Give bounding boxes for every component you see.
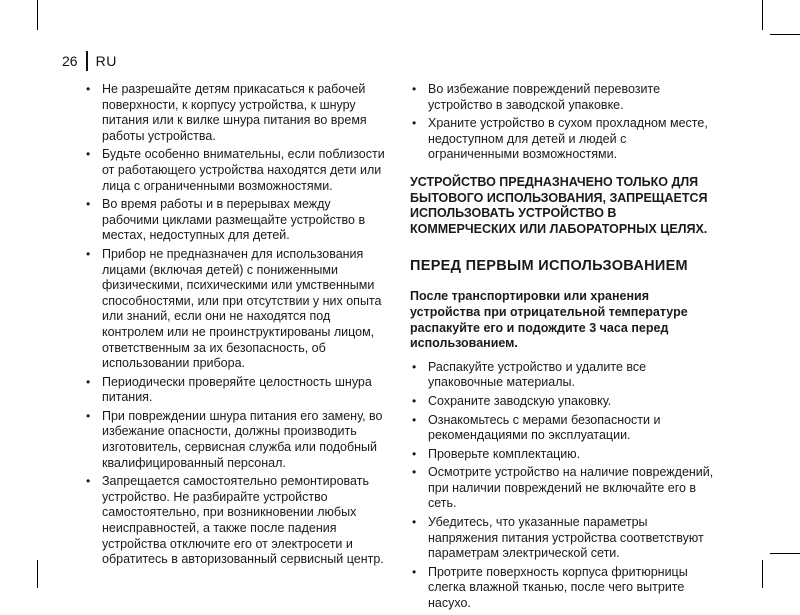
list-item: • Проверьте комплектацию. <box>410 447 716 463</box>
crop-mark-top-left <box>37 0 38 30</box>
household-use-warning: УСТРОЙСТВО ПРЕДНАЗНАЧЕНО ТОЛЬКО ДЛЯ БЫТОВОГО ИСПОЛЬЗОВАНИЯ, ЗАПРЕЩАЕТСЯ ИСПОЛЬЗОВАТЬ УСТРОЙСТВО В КОММЕРЧЕСКИХ ИЛИ ЛАБОРАТОРНЫХ ЦЕЛЯХ. <box>410 174 708 236</box>
crop-mark-bottom-right <box>762 560 763 588</box>
section-lead: После транспортировки или хранения устройства при отрицательной температуре распакуйте его и подождите 3 часа перед использованием. <box>410 289 688 351</box>
list-item: • Протрите поверхность корпуса фритюрницы слегка влажной тканью, после чего вытрите насухо. <box>410 565 716 612</box>
crop-mark-right-top <box>770 34 800 35</box>
list-item: • Запрещается самостоятельно ремонтировать устройство. Не разбирайте устройство самостоятельно, при возникновении любых неисправностей, а также после падения устройства отключите его от электросети и обратитесь в авторизованный сервисный центр. <box>84 474 388 568</box>
language-code: RU <box>95 53 117 69</box>
list-item: • Распакуйте устройство и удалите все упаковочные материалы. <box>410 360 716 391</box>
list-item: • Не разрешайте детям прикасаться к рабочей поверхности, к корпусу устройства, к шнуру питания или к вилке шнура питания во время работы устройства. <box>84 82 388 144</box>
list-item: • Храните устройство в сухом прохладном месте, недоступном для детей и людей с ограниченными возможностями. <box>410 116 716 163</box>
list-item: • Осмотрите устройство на наличие повреждений, при наличии повреждений не включайте его в сеть. <box>410 465 716 512</box>
list-item: • Сохраните заводскую упаковку. <box>410 394 716 410</box>
section-title: ПЕРЕД ПЕРВЫМ ИСПОЛЬЗОВАНИЕМ <box>410 258 688 275</box>
storage-list <box>410 82 716 163</box>
right-column <box>410 82 716 615</box>
left-column <box>84 82 388 571</box>
list-item: • При повреждении шнура питания его замену, во избежание опасности, должны производить изготовитель, сервисная служба или подобный квалифицированный персонал. <box>84 409 388 471</box>
list-item: • Прибор не предназначен для использования лицами (включая детей) с пониженными физическими, психическими или умственными способностями, или при отсутствии у них опыта или знаний, если они не находятся под контролем или не проинструктированы лицом, ответственным за их безопасность, об использовании прибора. <box>84 247 388 372</box>
page-number: 26 <box>62 53 78 69</box>
list-item: • Во время работы и в перерывах между рабочими циклами размещайте устройство в местах, недоступных для детей. <box>84 197 388 244</box>
list-item: • Ознакомьтесь с мерами безопасности и рекомендациями по эксплуатации. <box>410 413 716 444</box>
crop-mark-top-right <box>762 0 763 30</box>
list-item: • Во избежание повреждений перевозите устройство в заводской упаковке. <box>410 82 716 113</box>
crop-mark-bottom-left <box>37 560 38 588</box>
list-item: • Будьте особенно внимательны, если поблизости от работающего устройства находятся дети или лица с ограниченными возможностями. <box>84 147 388 194</box>
first-use-list <box>410 360 716 612</box>
list-item: • Периодически проверяйте целостность шнура питания. <box>84 375 388 406</box>
header-divider <box>86 51 88 71</box>
crop-mark-right-bottom <box>770 553 800 554</box>
page-header <box>62 50 117 72</box>
list-item: • Убедитесь, что указанные параметры напряжения питания устройства соответствуют параметрам электрической сети. <box>410 515 716 562</box>
safety-list <box>84 82 388 568</box>
